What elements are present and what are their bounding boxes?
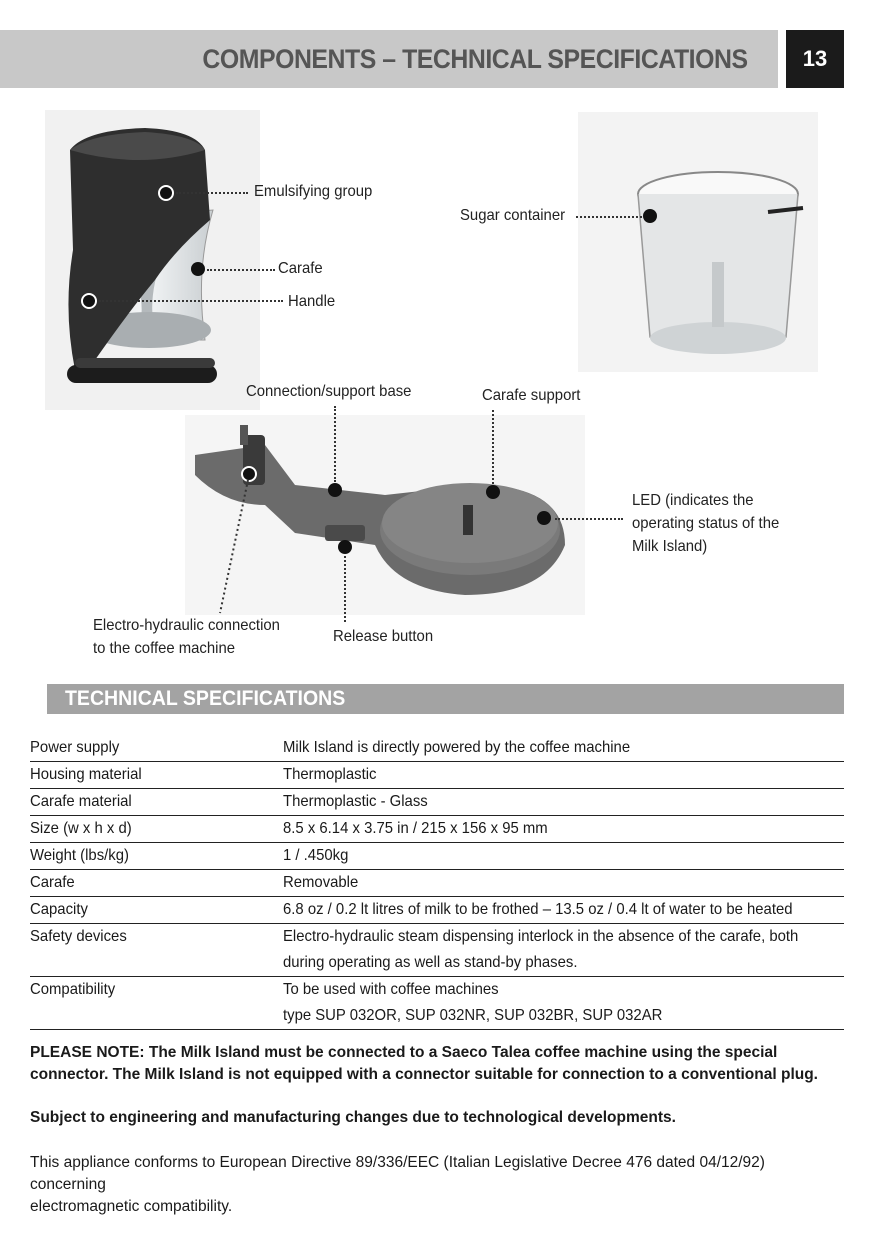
emulsifying-group-label: Emulsifying group [254, 183, 373, 200]
spec-value: Electro-hydraulic steam dispensing interlock in the absence of the carafe, both during operating as well as stand-by phases. [283, 924, 844, 977]
table-row [30, 735, 844, 762]
table-row [30, 897, 844, 924]
spec-value: 8.5 x 6.14 x 3.75 in / 215 x 156 x 95 mm [283, 816, 844, 843]
table-row [30, 977, 844, 1030]
spec-value: Removable [283, 870, 844, 897]
release-button-label: Release button [333, 628, 434, 645]
spec-value: Thermoplastic - Glass [283, 789, 844, 816]
table-row [30, 789, 844, 816]
please-note-line-1: PLEASE NOTE: The Milk Island must be connected to a Saeco Talea coffee machine using the special [30, 1044, 778, 1061]
directive-line-2: electromagnetic compatibility. [30, 1198, 233, 1215]
specs-table [30, 735, 844, 1030]
sugar-container-leader [576, 216, 642, 218]
release-button-leader [344, 556, 346, 622]
led-label-line-3: Milk Island) [632, 538, 708, 555]
spec-label: Housing material [30, 762, 283, 789]
spec-value: Thermoplastic [283, 762, 844, 789]
electro-hydraulic-label-line-1: Electro-hydraulic connection [93, 617, 280, 634]
table-row [30, 924, 844, 977]
led-label-line-1: LED (indicates the [632, 492, 754, 509]
carafe-support-marker [486, 485, 500, 499]
led-leader [555, 518, 623, 520]
spec-value: Milk Island is directly powered by the coffee machine [283, 735, 844, 762]
sugar-container-label: Sugar container [460, 207, 566, 224]
carafe-photo [45, 110, 260, 410]
spec-label: Weight (lbs/kg) [30, 843, 283, 870]
carafe-support-leader [492, 410, 494, 484]
table-row [30, 843, 844, 870]
emulsifying-group-marker [158, 185, 174, 201]
handle-leader [99, 300, 283, 302]
spec-value: 1 / .450kg [283, 843, 844, 870]
header-bar [0, 30, 778, 88]
connection-support-base-marker [328, 483, 342, 497]
engineering-changes-note [30, 1107, 845, 1129]
handle-label: Handle [288, 293, 336, 310]
please-note-line-2: connector. The Milk Island is not equipped with a connector suitable for connection to a conventional plug. [30, 1066, 818, 1083]
led-marker [537, 511, 551, 525]
handle-marker [81, 293, 97, 309]
directive-line-1: This appliance conforms to European Directive 89/336/EEC (Italian Legislative Decree 476 dated 04/12/92) concerning [30, 1154, 765, 1193]
sugar-container-photo [578, 112, 818, 372]
spec-label: Compatibility [30, 977, 283, 1030]
carafe-marker [191, 262, 205, 276]
sugar-container-marker [643, 209, 657, 223]
section-title: TECHNICAL SPECIFICATIONS [65, 687, 346, 710]
table-row [30, 870, 844, 897]
carafe-support-label: Carafe support [482, 387, 581, 404]
carafe-label: Carafe [278, 260, 323, 277]
spec-label: Carafe material [30, 789, 283, 816]
carafe-leader [207, 269, 275, 271]
release-button-marker [338, 540, 352, 554]
emulsifying-group-leader [176, 192, 248, 194]
table-row [30, 762, 844, 789]
engineering-changes-text: Subject to engineering and manufacturing changes due to technological developments. [30, 1109, 676, 1126]
connection-support-base-label: Connection/support base [246, 383, 412, 400]
directive-note [30, 1152, 845, 1218]
spec-label: Power supply [30, 735, 283, 762]
spec-label: Safety devices [30, 924, 283, 977]
section-header [47, 684, 844, 714]
table-row [30, 816, 844, 843]
please-note [30, 1042, 845, 1086]
spec-value: To be used with coffee machines type SUP 032OR, SUP 032NR, SUP 032BR, SUP 032AR [283, 977, 844, 1030]
spec-label: Capacity [30, 897, 283, 924]
spec-label: Size (w x h x d) [30, 816, 283, 843]
page-number: 13 [786, 30, 844, 88]
connection-support-base-leader [334, 406, 336, 482]
electro-hydraulic-leader [215, 478, 255, 618]
electro-hydraulic-label-line-2: to the coffee machine [93, 640, 236, 657]
led-label-line-2: operating status of the [632, 515, 780, 532]
page-title: COMPONENTS – TECHNICAL SPECIFICATIONS [202, 44, 748, 74]
spec-label: Carafe [30, 870, 283, 897]
spec-value: 6.8 oz / 0.2 lt litres of milk to be frothed – 13.5 oz / 0.4 lt of water to be heated [283, 897, 844, 924]
